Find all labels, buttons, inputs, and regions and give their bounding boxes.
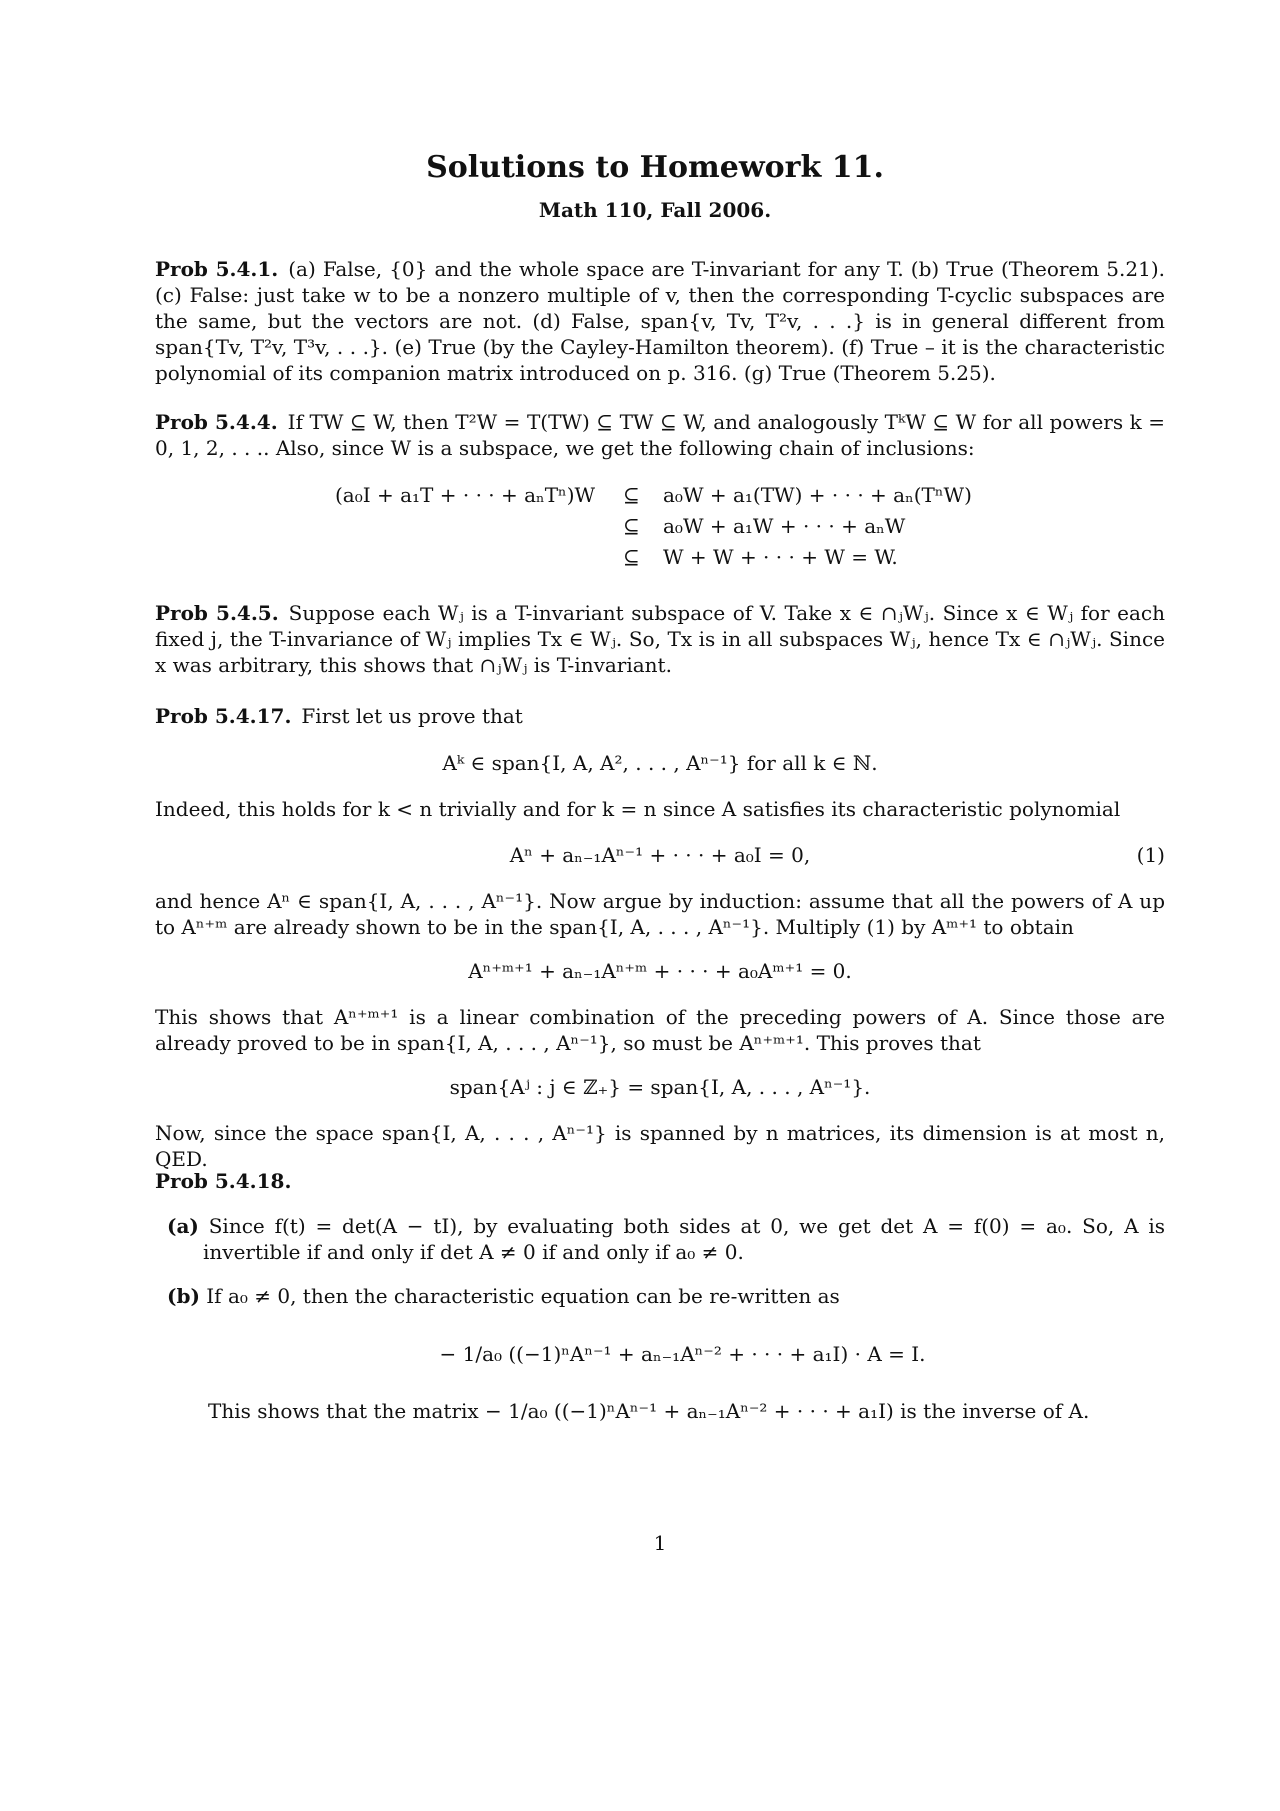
problem-intro: First let us prove that: [301, 704, 523, 728]
problem-label: Prob 5.4.1.: [155, 257, 279, 281]
chain-relation: ⊆: [623, 483, 640, 507]
part-label: (a): [167, 1214, 199, 1238]
chain-relation: ⊆: [623, 545, 640, 569]
document-title: Solutions to Homework 11.: [426, 150, 884, 185]
part-a: [167, 1213, 1165, 1265]
problem-5-4-4: [155, 409, 1165, 461]
equation-multiplied: Aⁿ⁺ᵐ⁺¹ + aₙ₋₁Aⁿ⁺ᵐ + · · · + a₀Aᵐ⁺¹ = 0.: [468, 959, 852, 983]
part-text: If a₀ ≠ 0, then the characteristic equation can be re-written as: [206, 1284, 840, 1308]
chain-rhs: W + W + · · · + W = W.: [663, 545, 898, 569]
chain-lhs: (a₀I + a₁T + · · · + aₙTⁿ)W: [335, 483, 596, 507]
equation-powers-in-span: Aᵏ ∈ span{I, A, A², . . . , Aⁿ⁻¹} for all k ∈ ℕ.: [442, 751, 878, 775]
problem-text: If TW ⊆ W, then T²W = T(TW) ⊆ TW ⊆ W, and analogously TᵏW ⊆ W for all powers k = 0, 1, 2, . . .. Also, since W is a subspace, we get the following chain of inclusions:: [155, 410, 1166, 460]
equation-characteristic: Aⁿ + aₙ₋₁Aⁿ⁻¹ + · · · + a₀I = 0,: [509, 843, 811, 867]
part-label: (b): [167, 1284, 200, 1308]
paragraph-trivial-case: Indeed, this holds for k < n trivially and for k = n since A satisfies its characteristic polynomial: [155, 797, 1121, 821]
problem-text: (a) False, {0} and the whole space are T-invariant for any T. (b) True (Theorem 5.21). (c) False: just take w to be a nonzero multiple of v, then the corresponding T-cyclic subspaces are the same, but the vectors are not. (d) False, span{v, Tv, T²v, . . .} is in general different from span{Tv, T²v, T³v, . . .}. (e) True (by the Cayley-Hamilton theorem). (f) True – it is the characteristic polynomial of its companion matrix introduced on p. 316. (g) True (Theorem 5.25).: [155, 257, 1165, 385]
problem-5-4-5: [155, 600, 1165, 678]
chain-rhs: a₀W + a₁(TW) + · · · + aₙ(TⁿW): [663, 483, 972, 507]
problem-label: Prob 5.4.5.: [155, 601, 279, 625]
problem-5-4-1: [155, 256, 1165, 386]
chain-rhs: a₀W + a₁W + · · · + aₙW: [663, 514, 906, 538]
page-number: 1: [653, 1531, 667, 1555]
paragraph-linear-combination: This shows that Aⁿ⁺ᵐ⁺¹ is a linear combination of the preceding powers of A. Since those are already proved to be in span{I, A, . . . , Aⁿ⁻¹}, so must be Aⁿ⁺ᵐ⁺¹. This proves that: [155, 1005, 1165, 1055]
problem-5-4-17: [155, 703, 1165, 729]
equation-inverse: − 1/a₀ ((−1)ⁿAⁿ⁻¹ + aₙ₋₁Aⁿ⁻² + · · · + a₁I) · A = I.: [439, 1342, 926, 1366]
paragraph-inverse-conclusion: This shows that the matrix − 1/a₀ ((−1)ⁿAⁿ⁻¹ + aₙ₋₁Aⁿ⁻² + · · · + a₁I) is the inverse of A.: [208, 1399, 1090, 1423]
problem-label: Prob 5.4.18.: [155, 1169, 292, 1193]
equation-number: (1): [1136, 843, 1165, 867]
problem-5-4-18: [155, 1168, 1165, 1194]
part-text: Since f(t) = det(A − tI), by evaluating both sides at 0, we get det A = f(0) = a₀. So, A is invertible if and only if det A ≠ 0 if and only if a₀ ≠ 0.: [203, 1214, 1166, 1264]
paragraph-induction: and hence Aⁿ ∈ span{I, A, . . . , Aⁿ⁻¹}. Now argue by induction: assume that all the powers of A up to Aⁿ⁺ᵐ are already shown to be in the span{I, A, . . . , Aⁿ⁻¹}. Multiply (1) by Aᵐ⁺¹ to obtain: [155, 889, 1165, 939]
equation-span-equality: span{Aʲ : j ∈ ℤ₊} = span{I, A, . . . , Aⁿ⁻¹}.: [449, 1075, 871, 1099]
paragraph-dimension: Now, since the space span{I, A, . . . , Aⁿ⁻¹} is spanned by n matrices, its dimension is at most n, QED.: [155, 1121, 1165, 1171]
document-subtitle: Math 110, Fall 2006.: [538, 198, 772, 222]
problem-text: Suppose each Wⱼ is a T-invariant subspace of V. Take x ∈ ∩ⱼWⱼ. Since x ∈ Wⱼ for each fixed j, the T-invariance of Wⱼ implies Tx ∈ Wⱼ. So, Tx is in all subspaces Wⱼ, hence Tx ∈ ∩ⱼWⱼ. Since x was arbitrary, this shows that ∩ⱼWⱼ is T-invariant.: [155, 601, 1166, 677]
problem-label: Prob 5.4.17.: [155, 704, 292, 728]
part-b: [167, 1283, 1165, 1309]
problem-label: Prob 5.4.4.: [155, 410, 278, 434]
chain-relation: ⊆: [623, 514, 640, 538]
